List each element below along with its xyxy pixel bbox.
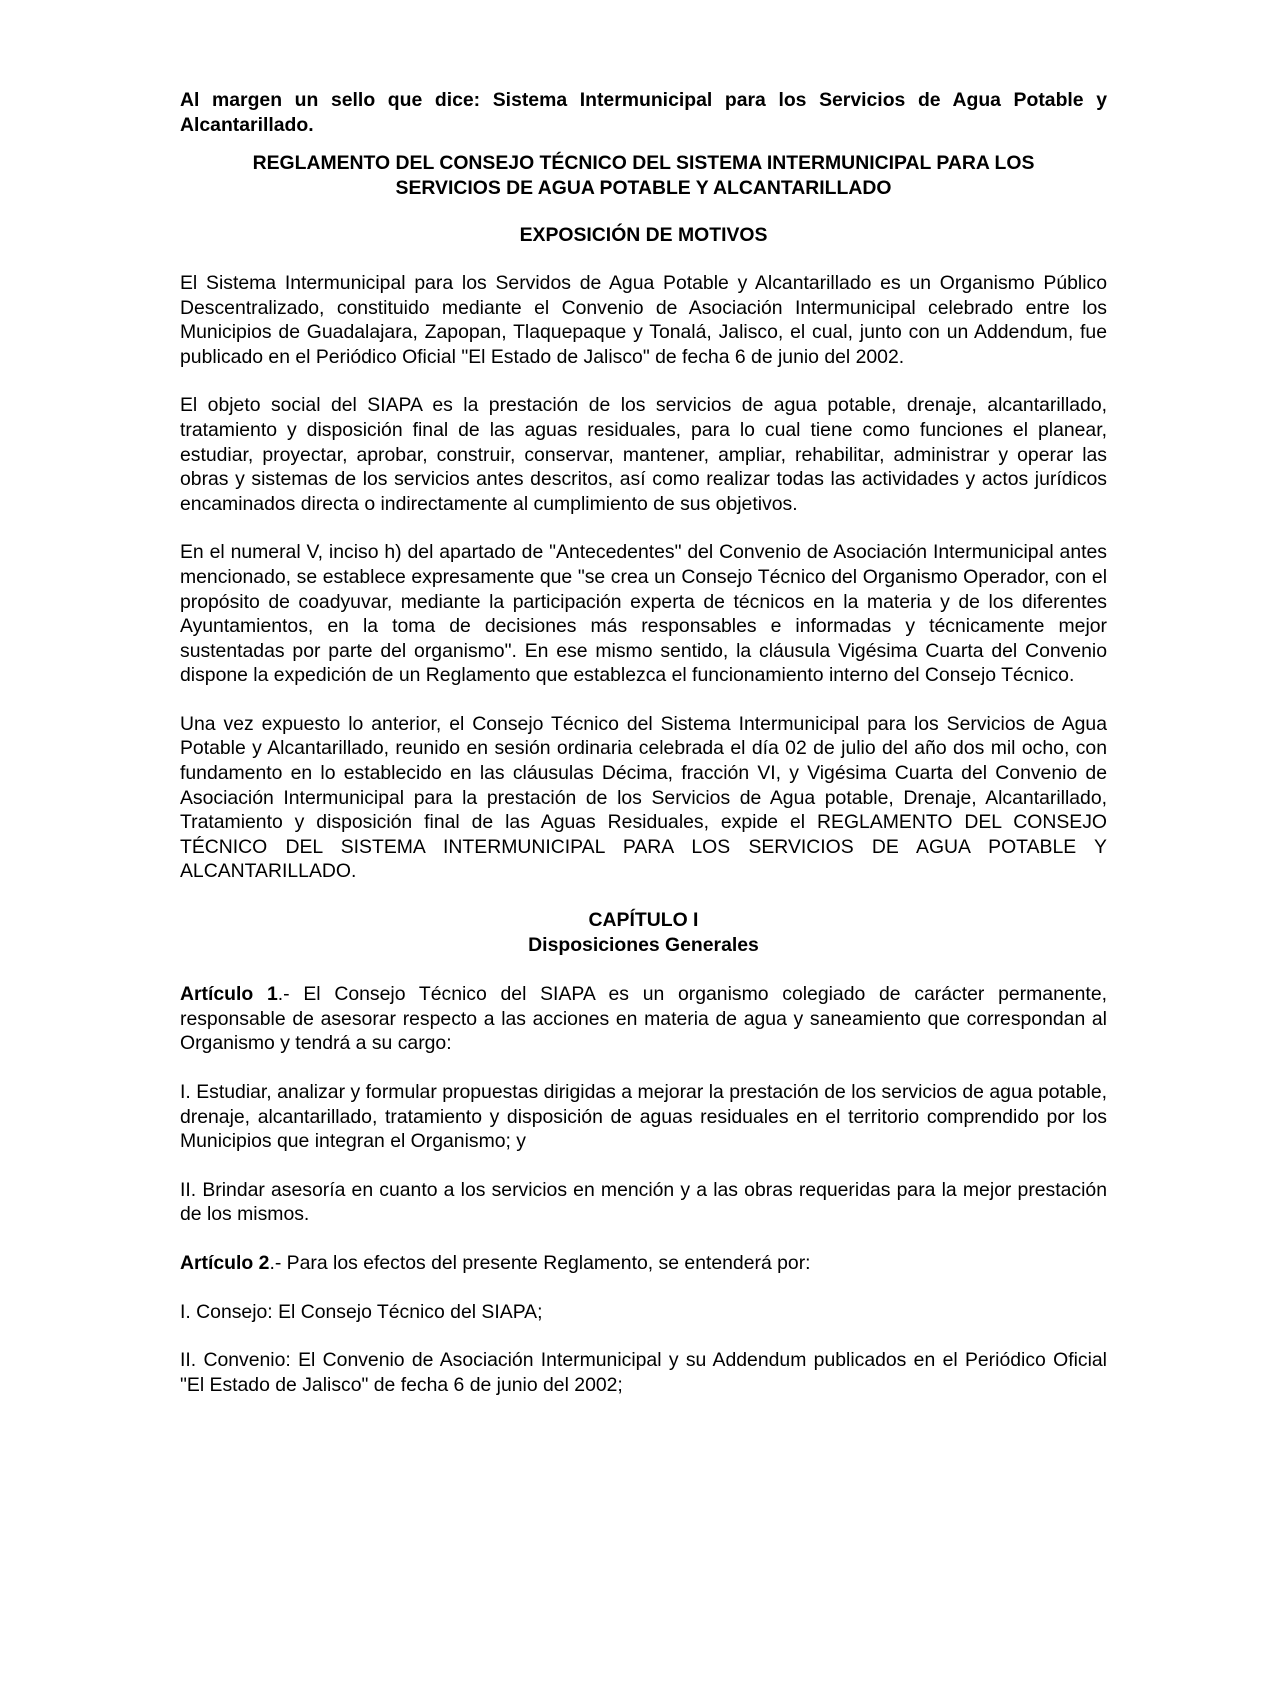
motives-paragraph: El Sistema Intermunicipal para los Servidos de Agua Potable y Alcantarillado es un Organismo Público Descentralizado, constituido mediante el Convenio de Asociación Intermunicipal celebrado entre los Municipios de Guadalajara, Zapopan, Tlaquepaque y Tonalá, Jalisco, el cual, junto con un Addendum, fue publicado en el Periódico Oficial "El Estado de Jalisco" de fecha 6 de junio del 2002. [180, 271, 1107, 368]
article-2 [180, 1251, 1107, 1276]
chapter-heading [180, 908, 1107, 957]
article-2-text: .- Para los efectos del presente Reglamento, se entenderá por: [269, 1251, 811, 1274]
article-2-label: Artículo 2 [180, 1251, 270, 1274]
article-1-label: Artículo 1 [180, 983, 278, 1006]
motives-paragraph: En el numeral V, inciso h) del apartado de "Antecedentes" del Convenio de Asociación Intermunicipal antes mencionado, se establece expresamente que "se crea un Consejo Técnico del Organismo Operador, con el propósito de coadyuvar, mediante la participación experta de técnicos en la materia y de los diferentes Ayuntamientos, en la toma de decisiones más responsables e informadas y técnicamente mejor sustentadas por parte del organismo". En ese mismo sentido, la cláusula Vigésima Cuarta del Convenio dispone la expedición de un Reglamento que establezca el funcionamiento interno del Consejo Técnico. [180, 541, 1107, 687]
chapter-label: CAPÍTULO I [588, 909, 699, 932]
motives-paragraph: Una vez expuesto lo anterior, el Consejo Técnico del Sistema Intermunicipal para los Servicios de Agua Potable y Alcantarillado, reunido en sesión ordinaria celebrada el día 02 de julio del año dos mil ocho, con fundamento en lo establecido en las cláusulas Décima, fracción VI, y Vigésima Cuarta del Convenio de Asociación Intermunicipal para la prestación de los Servicios de Agua potable, Drenaje, Alcantarillado, Tratamiento y disposición final de las Aguas Residuales, expide el REGLAMENTO DEL CONSEJO TÉCNICO DEL SISTEMA INTERMUNICIPAL PARA LOS SERVICIOS DE AGUA POTABLE Y ALCANTARILLADO. [180, 712, 1107, 883]
article-1-fraction: I. Estudiar, analizar y formular propuestas dirigidas a mejorar la prestación de los servicios de agua potable, drenaje, alcantarillado, tratamiento y disposición de aguas residuales en el territorio comprendido por los Municipios que integran el Organismo; y [180, 1081, 1107, 1153]
article-2-fraction: I. Consejo: El Consejo Técnico del SIAPA; [180, 1300, 543, 1323]
article-1-text: .- El Consejo Técnico del SIAPA es un organismo colegiado de carácter permanente, responsable de asesorar respecto a las acciones en materia de agua y saneamiento que correspondan al Organismo y tendrá a su cargo: [180, 983, 1107, 1055]
document-title [180, 151, 1107, 200]
motives-paragraph: El objeto social del SIAPA es la prestación de los servicios de agua potable, drenaje, alcantarillado, tratamiento y disposición final de las aguas residuales, para lo cual tiene como funciones el planear, estudiar, proyectar, aprobar, construir, conservar, mantener, ampliar, rehabilitar, administrar y operar las obras y sistemas de los servicios antes descritos, así como realizar todas las actividades y actos jurídicos encaminados directa o indirectamente al cumplimiento de sus objetivos. [180, 394, 1107, 515]
document-title-line-1: REGLAMENTO DEL CONSEJO TÉCNICO DEL SISTEMA INTERMUNICIPAL PARA LOS [252, 152, 1035, 175]
article-1 [180, 982, 1107, 1056]
article-1-fraction: II. Brindar asesoría en cuanto a los servicios en mención y a las obras requeridas para la mejor prestación de los mismos. [180, 1178, 1107, 1226]
document-title-line-2: SERVICIOS DE AGUA POTABLE Y ALCANTARILLADO [395, 176, 892, 199]
article-2-fraction: II. Convenio: El Convenio de Asociación Intermunicipal y su Addendum publicados en el Periódico Oficial "El Estado de Jalisco" de fecha 6 de junio del 2002; [180, 1349, 1107, 1396]
chapter-title: Disposiciones Generales [528, 933, 759, 956]
document-page [180, 88, 1107, 1397]
motives-heading: EXPOSICIÓN DE MOTIVOS [519, 224, 768, 247]
margin-note: Al margen un sello que dice: Sistema Intermunicipal para los Servicios de Agua Potable y Alcantarillado. [180, 89, 1107, 136]
